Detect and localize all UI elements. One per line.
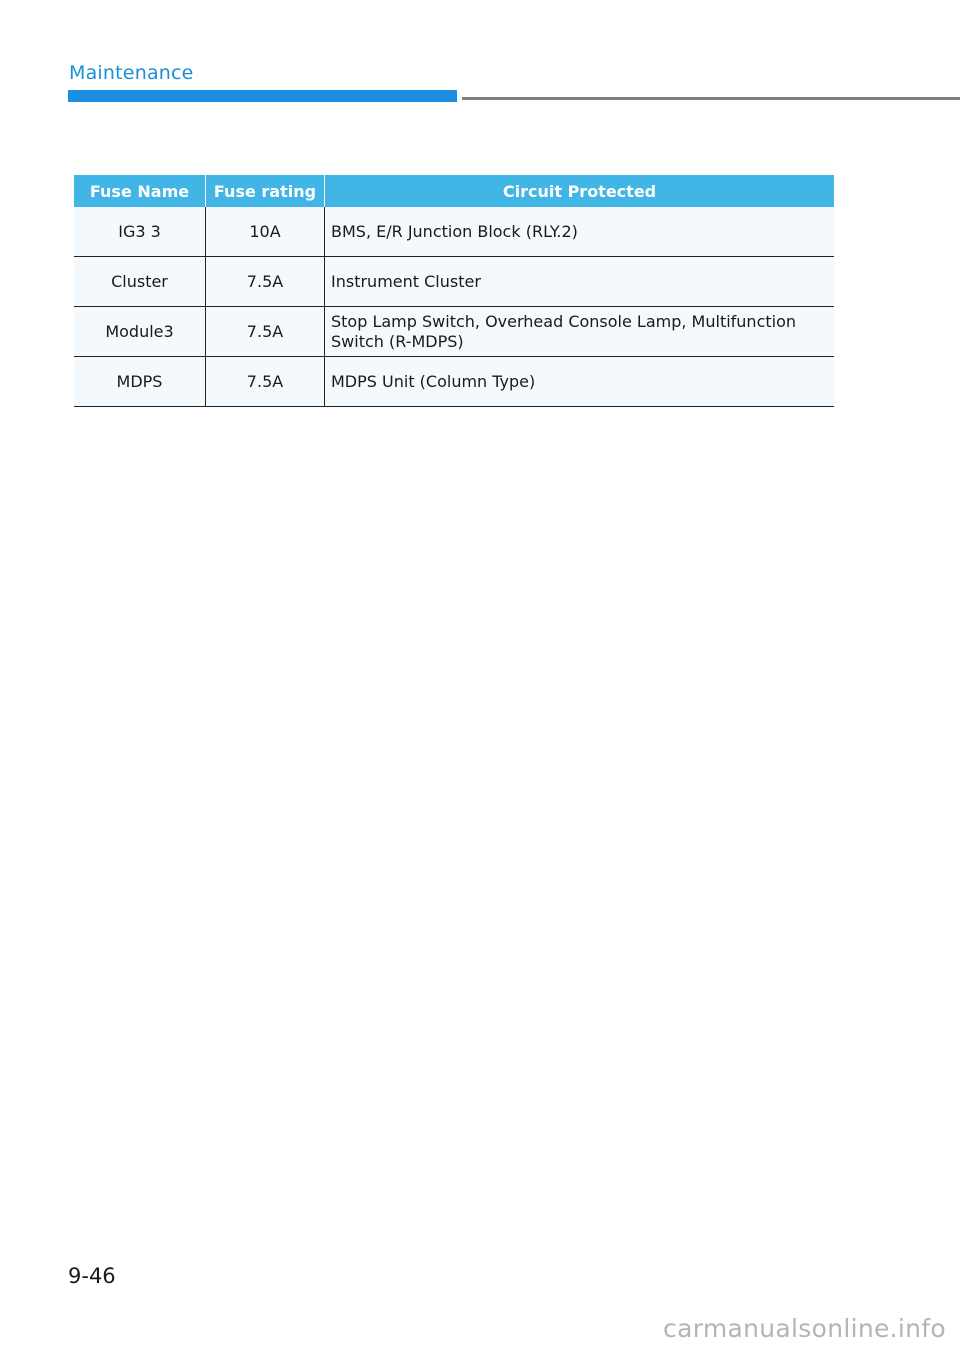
cell-circuit-protected: Stop Lamp Switch, Overhead Console Lamp, Multifunction Switch (R-MDPS) <box>325 307 835 357</box>
cell-fuse-name: MDPS <box>74 357 206 407</box>
cell-fuse-rating: 10A <box>206 207 325 257</box>
table-header-row <box>74 175 834 207</box>
cell-fuse-name: Module3 <box>74 307 206 357</box>
table-row <box>74 257 834 307</box>
cell-fuse-rating: 7.5A <box>206 307 325 357</box>
cell-fuse-name: Cluster <box>74 257 206 307</box>
cell-fuse-name: IG3 3 <box>74 207 206 257</box>
cell-fuse-rating: 7.5A <box>206 357 325 407</box>
watermark-text: carmanualsonline.info <box>663 1314 946 1343</box>
section-title: Maintenance <box>69 62 194 84</box>
fuse-table <box>74 175 834 407</box>
column-header-fuse-name: Fuse Name <box>74 175 206 207</box>
table-row <box>74 307 834 357</box>
cell-circuit-protected: Instrument Cluster <box>325 257 835 307</box>
column-header-circuit-protected: Circuit Protected <box>325 175 835 207</box>
header-rule-gray <box>462 97 960 100</box>
header-rule-blue <box>68 90 457 102</box>
column-header-fuse-rating: Fuse rating <box>206 175 325 207</box>
table-row <box>74 357 834 407</box>
cell-circuit-protected: MDPS Unit (Column Type) <box>325 357 835 407</box>
cell-circuit-protected: BMS, E/R Junction Block (RLY.2) <box>325 207 835 257</box>
table-row <box>74 207 834 257</box>
cell-fuse-rating: 7.5A <box>206 257 325 307</box>
page-number: 9-46 <box>68 1264 116 1288</box>
